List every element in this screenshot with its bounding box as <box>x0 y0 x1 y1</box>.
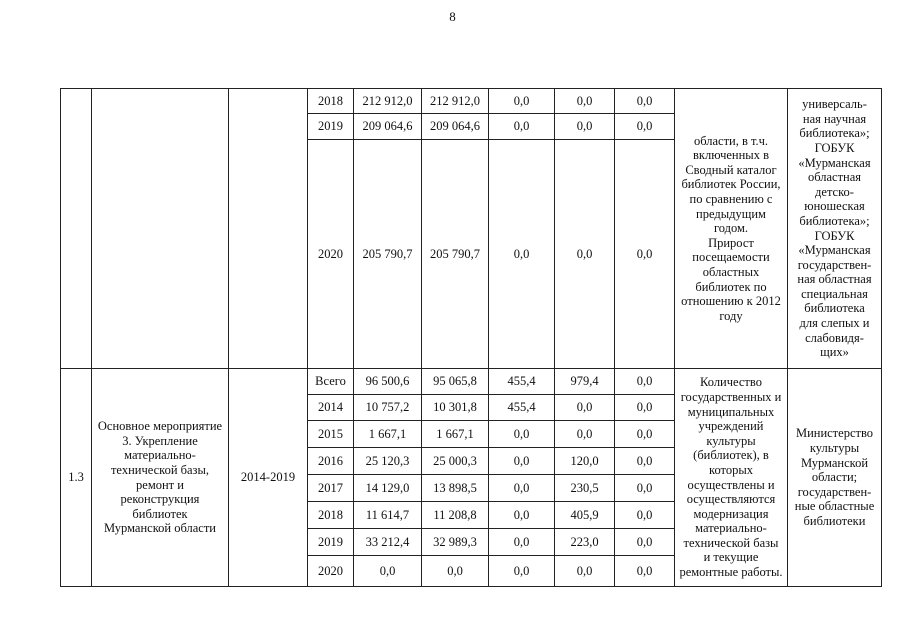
local-budget-cell: 405,9 <box>555 502 615 529</box>
federal-budget-cell: 0,0 <box>489 89 555 114</box>
item-period-cell: 2014-2019 <box>229 369 308 587</box>
executor-text: Министерство культуры Мурманской области; государствен- ные областные библиотеки <box>794 426 875 528</box>
indicator-text: Количество государственных и муниципальных учреждений культуры (библиотек), в которых осуществлены и осуществляются модернизация материально- технической базы и текущие ремонтные работы. <box>679 375 783 580</box>
other-sources-cell: 0,0 <box>615 556 675 587</box>
executor-text: универсаль- ная научная библиотека»; ГОБУК «Мурманская областная детско- юношеская библиотека»; ГОБУК «Мурманская государствен- ная областная специальная библиотека для слепых и слабовидя- щих» <box>797 97 872 360</box>
total-cell: 14 129,0 <box>354 475 422 502</box>
item-name-text: Основное мероприятие 3. Укрепление материально- технической базы, ремонт и реконструкция библиотек Мурманской области <box>97 419 223 536</box>
local-budget-cell: 0,0 <box>555 89 615 114</box>
year-cell: 2019 <box>308 529 354 556</box>
regional-budget-cell: 0,0 <box>422 556 489 587</box>
item-number-cell <box>61 89 92 369</box>
regional-budget-cell: 11 208,8 <box>422 502 489 529</box>
federal-budget-cell: 0,0 <box>489 529 555 556</box>
federal-budget-cell: 0,0 <box>489 140 555 369</box>
other-sources-cell: 0,0 <box>615 369 675 395</box>
year-cell: 2016 <box>308 448 354 475</box>
item-name-cell <box>92 89 229 369</box>
local-budget-cell: 230,5 <box>555 475 615 502</box>
federal-budget-cell: 0,0 <box>489 556 555 587</box>
total-cell: 0,0 <box>354 556 422 587</box>
federal-budget-cell: 455,4 <box>489 395 555 421</box>
program-table <box>60 88 882 587</box>
regional-budget-cell: 209 064,6 <box>422 114 489 140</box>
year-cell: 2017 <box>308 475 354 502</box>
total-cell: 11 614,7 <box>354 502 422 529</box>
table-row <box>61 89 882 114</box>
other-sources-cell: 0,0 <box>615 475 675 502</box>
executor-cell <box>788 89 882 369</box>
federal-budget-cell: 455,4 <box>489 369 555 395</box>
regional-budget-cell: 10 301,8 <box>422 395 489 421</box>
total-cell: 96 500,6 <box>354 369 422 395</box>
item-number-cell: 1.3 <box>61 369 92 587</box>
indicator-text: области, в т.ч. включенных в Сводный каталог библиотек России, по сравнению с предыдущим годом. Прирост посещаемости областных библиотек по отношению к 2012 году <box>681 133 781 323</box>
regional-budget-cell: 212 912,0 <box>422 89 489 114</box>
year-cell: 2019 <box>308 114 354 140</box>
table-row <box>61 369 882 395</box>
year-cell: 2015 <box>308 421 354 448</box>
federal-budget-cell: 0,0 <box>489 448 555 475</box>
local-budget-cell: 0,0 <box>555 556 615 587</box>
total-cell: 33 212,4 <box>354 529 422 556</box>
regional-budget-cell: 95 065,8 <box>422 369 489 395</box>
executor-cell <box>788 369 882 587</box>
local-budget-cell: 120,0 <box>555 448 615 475</box>
regional-budget-cell: 13 898,5 <box>422 475 489 502</box>
item-period-cell <box>229 89 308 369</box>
federal-budget-cell: 0,0 <box>489 421 555 448</box>
regional-budget-cell: 1 667,1 <box>422 421 489 448</box>
regional-budget-cell: 25 000,3 <box>422 448 489 475</box>
item-name-cell <box>92 369 229 587</box>
other-sources-cell: 0,0 <box>615 502 675 529</box>
other-sources-cell: 0,0 <box>615 421 675 448</box>
regional-budget-cell: 205 790,7 <box>422 140 489 369</box>
total-cell: 10 757,2 <box>354 395 422 421</box>
total-cell: 212 912,0 <box>354 89 422 114</box>
local-budget-cell: 0,0 <box>555 114 615 140</box>
year-cell: 2020 <box>308 140 354 369</box>
year-cell: 2018 <box>308 89 354 114</box>
other-sources-cell: 0,0 <box>615 140 675 369</box>
other-sources-cell: 0,0 <box>615 448 675 475</box>
page-number: 8 <box>449 9 456 24</box>
other-sources-cell: 0,0 <box>615 89 675 114</box>
total-cell: 205 790,7 <box>354 140 422 369</box>
year-cell: 2020 <box>308 556 354 587</box>
other-sources-cell: 0,0 <box>615 114 675 140</box>
federal-budget-cell: 0,0 <box>489 475 555 502</box>
local-budget-cell: 979,4 <box>555 369 615 395</box>
federal-budget-cell: 0,0 <box>489 502 555 529</box>
local-budget-cell: 0,0 <box>555 395 615 421</box>
total-cell: 209 064,6 <box>354 114 422 140</box>
total-cell: 1 667,1 <box>354 421 422 448</box>
indicator-cell <box>675 369 788 587</box>
local-budget-cell: 223,0 <box>555 529 615 556</box>
local-budget-cell: 0,0 <box>555 140 615 369</box>
other-sources-cell: 0,0 <box>615 529 675 556</box>
federal-budget-cell: 0,0 <box>489 114 555 140</box>
year-cell: Всего <box>308 369 354 395</box>
regional-budget-cell: 32 989,3 <box>422 529 489 556</box>
local-budget-cell: 0,0 <box>555 421 615 448</box>
indicator-cell <box>675 89 788 369</box>
year-cell: 2014 <box>308 395 354 421</box>
total-cell: 25 120,3 <box>354 448 422 475</box>
year-cell: 2018 <box>308 502 354 529</box>
other-sources-cell: 0,0 <box>615 395 675 421</box>
